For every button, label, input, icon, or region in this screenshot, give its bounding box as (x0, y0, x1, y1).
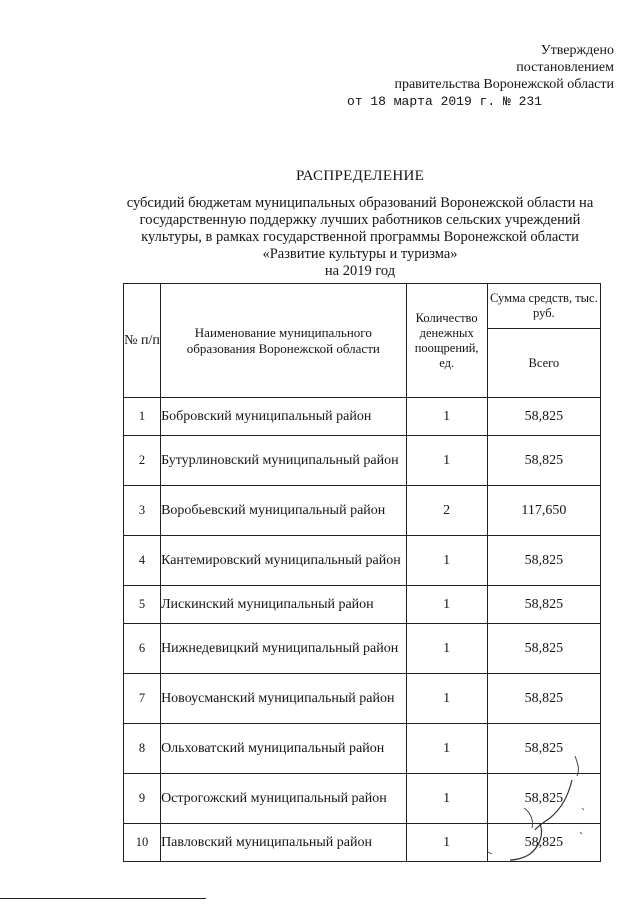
row-sum: 58,825 (487, 586, 600, 624)
header-sum: Сумма средств, тыс. руб. (487, 284, 600, 329)
approval-line-decree: от 18 марта 2019 г. № 231 (346, 94, 542, 109)
row-sum: 58,825 (487, 774, 600, 824)
row-num: 5 (124, 586, 161, 624)
row-name: Лискинский муниципальный район (161, 586, 407, 624)
row-name: Бутурлиновский муниципальный район (161, 436, 407, 486)
heading-line-5: на 2019 год (324, 263, 396, 279)
table-row (124, 536, 601, 586)
approval-line-approved: Утверждено (540, 43, 614, 58)
approval-stamp (347, 42, 614, 110)
row-name: Бобровский муниципальный район (161, 398, 407, 436)
row-num: 8 (124, 724, 161, 774)
header-count: Количество денежных поощрений, ед. (406, 284, 487, 398)
heading-line-3: культуры, в рамках государственной программы Воронежской области (141, 229, 579, 245)
row-count: 2 (406, 486, 487, 536)
table-header (124, 284, 601, 398)
row-count: 1 (406, 624, 487, 674)
heading-line-2: государственную поддержку лучших работников сельских учреждений (139, 212, 581, 228)
row-num: 2 (124, 436, 161, 486)
row-count: 1 (406, 398, 487, 436)
row-count: 1 (406, 586, 487, 624)
table-row (124, 398, 601, 436)
heading-line-4: «Развитие культуры и туризма» (262, 246, 458, 262)
header-num: № п/п (124, 284, 161, 398)
document-title: РАСПРЕДЕЛЕНИЕ (295, 168, 425, 184)
approval-line-government: правительства Воронежской области (394, 77, 614, 92)
handwritten-mark-icon (480, 748, 590, 863)
row-name: Павловский муниципальный район (161, 824, 407, 862)
row-name: Воробьевский муниципальный район (161, 486, 407, 536)
row-sum: 58,825 (487, 824, 600, 862)
header-sum-total: Всего (487, 329, 600, 398)
row-num: 7 (124, 674, 161, 724)
row-name: Новоусманский муниципальный район (161, 674, 407, 724)
row-name: Острогожский муниципальный район (161, 774, 407, 824)
table-row (124, 486, 601, 536)
row-num: 4 (124, 536, 161, 586)
table-row (124, 436, 601, 486)
row-sum: 58,825 (487, 624, 600, 674)
row-sum: 117,650 (487, 486, 600, 536)
row-sum: 58,825 (487, 536, 600, 586)
table-row (124, 674, 601, 724)
footnote-rule (0, 898, 206, 899)
heading-line-1: субсидий бюджетам муниципальных образований Воронежской области на (126, 195, 594, 211)
row-count: 1 (406, 674, 487, 724)
row-num: 3 (124, 486, 161, 536)
row-name: Кантемировский муниципальный район (161, 536, 407, 586)
row-count: 1 (406, 824, 487, 862)
row-sum: 58,825 (487, 436, 600, 486)
header-name: Наименование муниципального образования Воронежской области (161, 284, 407, 398)
document-heading (100, 168, 620, 280)
row-num: 6 (124, 624, 161, 674)
row-sum: 58,825 (487, 724, 600, 774)
row-num: 1 (124, 398, 161, 436)
row-name: Нижнедевицкий муниципальный район (161, 624, 407, 674)
row-num: 10 (124, 824, 161, 862)
row-count: 1 (406, 724, 487, 774)
row-count: 1 (406, 436, 487, 486)
row-sum: 58,825 (487, 398, 600, 436)
row-sum: 58,825 (487, 674, 600, 724)
table-row (124, 624, 601, 674)
approval-line-resolution: постановлением (516, 60, 614, 75)
row-num: 9 (124, 774, 161, 824)
row-count: 1 (406, 774, 487, 824)
table-row (124, 586, 601, 624)
row-name: Ольховатский муниципальный район (161, 724, 407, 774)
row-count: 1 (406, 536, 487, 586)
